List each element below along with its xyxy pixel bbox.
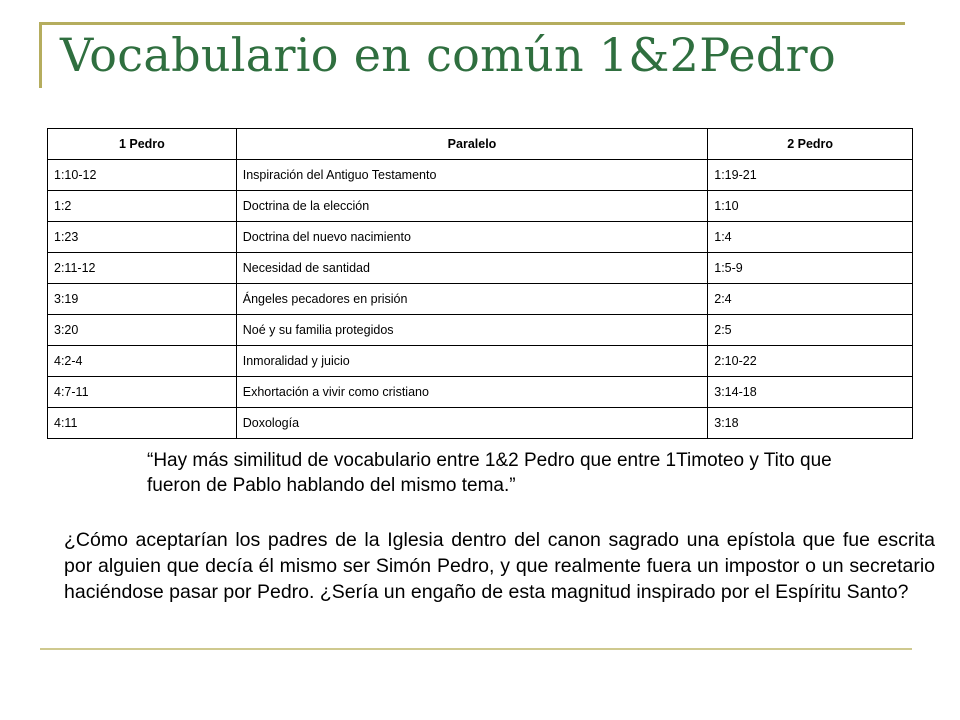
header-1-pedro: 1 Pedro (48, 129, 237, 160)
table-row (48, 408, 913, 439)
cell-paralelo: Necesidad de santidad (236, 253, 708, 284)
table-row (48, 377, 913, 408)
cell-1-pedro: 4:2-4 (48, 346, 237, 377)
table-row (48, 346, 913, 377)
header-2-pedro: 2 Pedro (708, 129, 913, 160)
cell-1-pedro: 3:19 (48, 284, 237, 315)
table-header-row (48, 129, 913, 160)
vocabulary-table (47, 128, 913, 439)
table-row (48, 160, 913, 191)
left-rule (39, 22, 42, 88)
cell-1-pedro: 3:20 (48, 315, 237, 346)
cell-2-pedro: 1:19-21 (708, 160, 913, 191)
header-paralelo: Paralelo (236, 129, 708, 160)
cell-2-pedro: 1:4 (708, 222, 913, 253)
table-row (48, 315, 913, 346)
cell-2-pedro: 1:10 (708, 191, 913, 222)
top-rule (40, 22, 905, 25)
cell-paralelo: Inspiración del Antiguo Testamento (236, 160, 708, 191)
question-paragraph: ¿Cómo aceptarían los padres de la Iglesia dentro del canon sagrado una epístola que fue escrita por alguien que decía él mismo ser Simón Pedro, y que realmente fuera un impostor o un secretario haciéndose pasar por Pedro. ¿Sería un engaño de esta magnitud inspirado por el Espíritu Santo? (64, 529, 935, 603)
cell-2-pedro: 1:5-9 (708, 253, 913, 284)
cell-2-pedro: 2:5 (708, 315, 913, 346)
table-row (48, 284, 913, 315)
table-row (48, 253, 913, 284)
cell-1-pedro: 2:11-12 (48, 253, 237, 284)
cell-1-pedro: 1:10-12 (48, 160, 237, 191)
cell-2-pedro: 3:14-18 (708, 377, 913, 408)
cell-paralelo: Exhortación a vivir como cristiano (236, 377, 708, 408)
slide-title: Vocabulario en común 1&2Pedro (60, 28, 836, 82)
cell-2-pedro: 2:4 (708, 284, 913, 315)
cell-2-pedro: 2:10-22 (708, 346, 913, 377)
bottom-rule (40, 648, 912, 650)
cell-1-pedro: 4:7-11 (48, 377, 237, 408)
quote-text: “Hay más similitud de vocabulario entre 1&2 Pedro que entre 1Timoteo y Tito que fueron de Pablo hablando del mismo tema.” (147, 450, 832, 496)
table-row (48, 222, 913, 253)
cell-1-pedro: 1:2 (48, 191, 237, 222)
cell-1-pedro: 1:23 (48, 222, 237, 253)
cell-paralelo: Ángeles pecadores en prisión (236, 284, 708, 315)
cell-paralelo: Inmoralidad y juicio (236, 346, 708, 377)
table-row (48, 191, 913, 222)
cell-paralelo: Noé y su familia protegidos (236, 315, 708, 346)
cell-paralelo: Doctrina de la elección (236, 191, 708, 222)
cell-2-pedro: 3:18 (708, 408, 913, 439)
cell-1-pedro: 4:11 (48, 408, 237, 439)
cell-paralelo: Doctrina del nuevo nacimiento (236, 222, 708, 253)
cell-paralelo: Doxología (236, 408, 708, 439)
